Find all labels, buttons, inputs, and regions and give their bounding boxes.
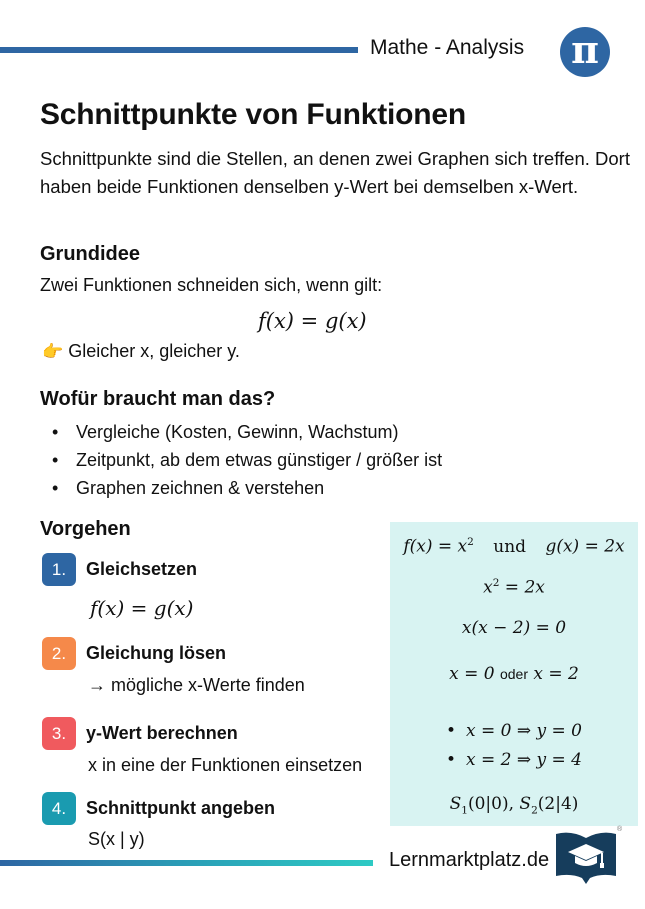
registered-mark: ® xyxy=(617,826,623,833)
example-line-factored: x(x − 2) = 0 xyxy=(461,618,567,638)
example-bullet-1: • x = 0 ⇒ y = 0 xyxy=(445,721,582,741)
example-line-equation: $x^2 = 2x$ xyxy=(483,577,545,598)
list-item: • Graphen zeichnen & verstehen xyxy=(48,474,442,502)
pointing-hand-icon: 👉 xyxy=(42,342,64,361)
step-2-badge: 2. xyxy=(42,637,76,670)
example-bullet-2: • x = 2 ⇒ y = 4 xyxy=(445,750,582,770)
hint-text: Gleicher x, gleicher y. xyxy=(68,341,240,361)
example-box xyxy=(390,522,638,826)
example-line-functions: $f(x) = x^2$ und g(x) = 2x xyxy=(403,536,625,557)
step-2-title: Gleichung lösen xyxy=(86,643,227,663)
list-item: • Vergleiche (Kosten, Gewinn, Wachstum) xyxy=(48,418,442,446)
step-3-title: y-Wert berechnen xyxy=(86,723,238,743)
step-3-detail: x in eine der Funktionen einsetzen xyxy=(88,755,363,775)
example-line-solutions: x = 0 oder x = 2 xyxy=(449,664,579,684)
step-4-title: Schnittpunkt angeben xyxy=(86,798,275,818)
step-4-badge: 4. xyxy=(42,792,76,825)
intro-text: Schnittpunkte sind die Stellen, an denen zwei Graphen sich treffen. Dort haben beide Funktionen denselben y-Wert bei demselben x-Wert. xyxy=(40,148,630,197)
grundidee-hint xyxy=(42,341,240,362)
list-item: • Zeitpunkt, ab dem etwas günstiger / größer ist xyxy=(48,446,442,474)
book-graduation-cap-icon xyxy=(556,830,616,885)
pi-logo-icon: π xyxy=(560,27,610,77)
header-divider-line xyxy=(0,47,358,53)
step-2-detail: → mögliche x-Werte finden xyxy=(88,675,305,695)
grundidee-text: Zwei Funktionen schneiden sich, wenn gilt: xyxy=(40,275,383,295)
page-title: Schnittpunkte von Funktionen xyxy=(40,98,467,131)
example-result: $S_1(0|0)$, $S_2(2|4)$ xyxy=(449,794,579,817)
footer-brand: Lernmarktplatz.de xyxy=(389,849,550,871)
usage-heading: Wofür braucht man das? xyxy=(40,388,276,410)
step-1-badge: 1. xyxy=(42,553,76,586)
step-4-detail: S(x | y) xyxy=(88,829,145,849)
footer-gradient-line xyxy=(0,860,373,866)
grundidee-formula: f(x) = g(x) xyxy=(258,309,367,333)
grundidee-heading: Grundidee xyxy=(40,243,141,265)
usage-list xyxy=(48,418,442,502)
header-title: Mathe - Analysis xyxy=(370,36,525,59)
step-3-badge: 3. xyxy=(42,717,76,750)
procedure-heading: Vorgehen xyxy=(40,518,131,540)
step-1-title: Gleichsetzen xyxy=(86,559,198,579)
step-1-detail: f(x) = g(x) xyxy=(90,596,194,620)
